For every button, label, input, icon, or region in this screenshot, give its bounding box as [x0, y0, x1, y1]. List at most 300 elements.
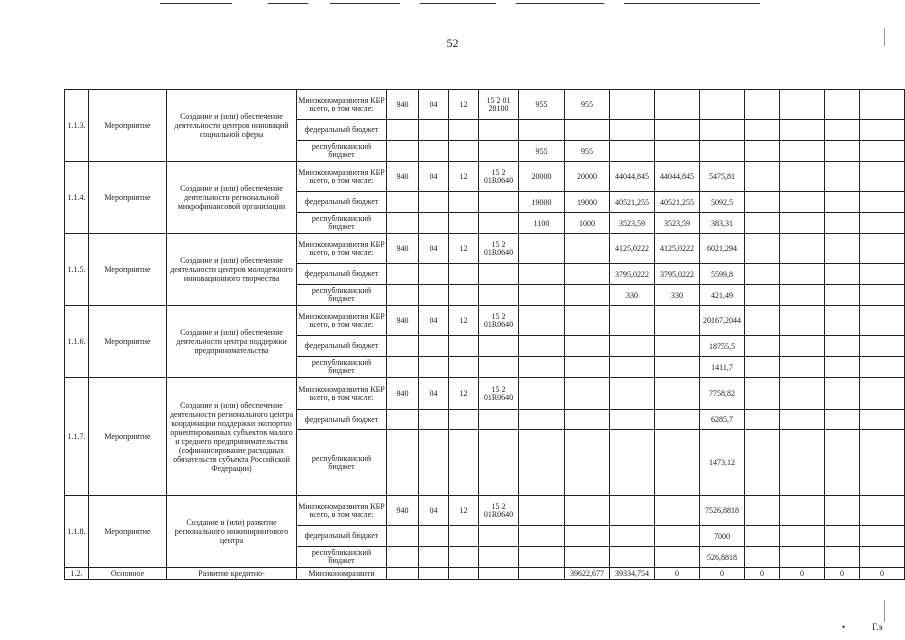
grbs-code [387, 120, 419, 141]
amount-cell [519, 526, 565, 547]
amount-cell [825, 192, 860, 213]
amount-cell: 40521,255 [610, 192, 655, 213]
grbs-code: 940 [387, 306, 419, 336]
amount-cell [745, 378, 780, 410]
amount-cell [825, 496, 860, 526]
table-row [65, 568, 905, 580]
amount-cell [610, 410, 655, 430]
amount-cell [610, 547, 655, 568]
pr-code: 12 [449, 496, 479, 526]
amount-cell: 1411,7 [700, 357, 745, 378]
rz-code: 04 [419, 378, 449, 410]
funding-source: Минэкономразвития КБР всего, в том числе: [297, 496, 387, 526]
amount-cell [655, 410, 700, 430]
row-type: Мероприятие [89, 306, 167, 378]
amount-cell: 955 [519, 141, 565, 162]
funding-source: республиканский бюджет [297, 547, 387, 568]
rz-code: 04 [419, 496, 449, 526]
pr-code: 12 [449, 306, 479, 336]
amount-cell [825, 141, 860, 162]
grbs-code: 940 [387, 90, 419, 120]
amount-cell [860, 547, 905, 568]
amount-cell [780, 90, 825, 120]
row-type: Основное [89, 568, 167, 580]
amount-cell [825, 336, 860, 357]
grbs-code: 940 [387, 496, 419, 526]
amount-cell [565, 264, 610, 285]
funding-source: федеральный бюджет [297, 192, 387, 213]
amount-cell [860, 120, 905, 141]
amount-cell: 0 [825, 568, 860, 580]
right-margin-line [884, 600, 885, 622]
amount-cell [745, 264, 780, 285]
amount-cell: 7758,82 [700, 378, 745, 410]
csr-code [479, 192, 519, 213]
amount-cell [780, 141, 825, 162]
amount-cell [780, 264, 825, 285]
amount-cell [565, 306, 610, 336]
csr-code [479, 264, 519, 285]
amount-cell [825, 162, 860, 192]
amount-cell [860, 378, 905, 410]
amount-cell: 955 [519, 90, 565, 120]
table-row [65, 90, 905, 120]
amount-cell [519, 568, 565, 580]
amount-cell: 1100 [519, 213, 565, 234]
amount-cell: 40521,255 [655, 192, 700, 213]
rz-code [419, 357, 449, 378]
amount-cell: 44044,845 [610, 162, 655, 192]
amount-cell [610, 526, 655, 547]
table-row [65, 378, 905, 410]
amount-cell: 5092,5 [700, 192, 745, 213]
amount-cell [655, 357, 700, 378]
funding-source: республиканский бюджет [297, 357, 387, 378]
amount-cell [780, 162, 825, 192]
row-name: Создание и (или) обеспечение деятельности центров молодежного инновационного творчества [167, 234, 297, 306]
row-number: 1.2. [65, 568, 89, 580]
amount-cell [745, 496, 780, 526]
pr-code [449, 285, 479, 306]
amount-cell: 1473,12 [700, 430, 745, 496]
grbs-code [387, 357, 419, 378]
amount-cell [860, 430, 905, 496]
top-rule [516, 3, 604, 4]
grbs-code [387, 568, 419, 580]
budget-table [64, 89, 905, 580]
amount-cell [565, 378, 610, 410]
amount-cell: 4125,0222 [610, 234, 655, 264]
csr-code [479, 120, 519, 141]
csr-code: 15 2 01R0640 [479, 306, 519, 336]
amount-cell [780, 306, 825, 336]
amount-cell [655, 141, 700, 162]
page-number: 52 [446, 36, 459, 50]
rz-code [419, 192, 449, 213]
amount-cell: 0 [745, 568, 780, 580]
funding-source: республиканский бюджет [297, 213, 387, 234]
funding-source: федеральный бюджет [297, 410, 387, 430]
row-number: 1.1.7. [65, 378, 89, 496]
grbs-code [387, 213, 419, 234]
amount-cell [700, 141, 745, 162]
amount-cell [860, 90, 905, 120]
amount-cell [780, 526, 825, 547]
amount-cell [860, 234, 905, 264]
amount-cell [610, 430, 655, 496]
pr-code [449, 264, 479, 285]
amount-cell [825, 430, 860, 496]
amount-cell [825, 357, 860, 378]
amount-cell [780, 120, 825, 141]
amount-cell [780, 192, 825, 213]
amount-cell: 955 [565, 141, 610, 162]
amount-cell [745, 234, 780, 264]
grbs-code [387, 336, 419, 357]
amount-cell: 3795,0222 [610, 264, 655, 285]
funding-source: Минэкономразвития КБР всего, в том числе: [297, 306, 387, 336]
rz-code [419, 141, 449, 162]
amount-cell [860, 357, 905, 378]
csr-code [479, 547, 519, 568]
amount-cell [780, 234, 825, 264]
amount-cell [860, 213, 905, 234]
rz-code [419, 264, 449, 285]
amount-cell [565, 410, 610, 430]
grbs-code [387, 430, 419, 496]
amount-cell [610, 378, 655, 410]
row-type: Мероприятие [89, 496, 167, 568]
pr-code [449, 192, 479, 213]
amount-cell [519, 357, 565, 378]
amount-cell [825, 90, 860, 120]
grbs-code: 940 [387, 162, 419, 192]
amount-cell [780, 410, 825, 430]
amount-cell [519, 336, 565, 357]
csr-code [479, 141, 519, 162]
amount-cell [860, 306, 905, 336]
amount-cell [780, 430, 825, 496]
amount-cell [745, 285, 780, 306]
amount-cell [860, 285, 905, 306]
row-number: 1.1.4. [65, 162, 89, 234]
amount-cell [860, 336, 905, 357]
amount-cell [655, 120, 700, 141]
amount-cell: 0 [700, 568, 745, 580]
grbs-code [387, 410, 419, 430]
row-type: Мероприятие [89, 90, 167, 162]
top-rule [420, 3, 496, 4]
grbs-code [387, 192, 419, 213]
rz-code [419, 410, 449, 430]
amount-cell [519, 264, 565, 285]
amount-cell [700, 120, 745, 141]
amount-cell [860, 162, 905, 192]
grbs-code: 940 [387, 378, 419, 410]
amount-cell [565, 526, 610, 547]
row-name: Создание и (или) обеспечение деятельности центра поддержки предпринимательства [167, 306, 297, 378]
footer-mark-left: • [842, 622, 846, 632]
amount-cell: 18755,5 [700, 336, 745, 357]
amount-cell [565, 336, 610, 357]
pr-code: 12 [449, 234, 479, 264]
amount-cell [745, 547, 780, 568]
amount-cell [860, 264, 905, 285]
amount-cell [745, 162, 780, 192]
csr-code [479, 526, 519, 547]
row-name: Создание и (или) развитие регионального инжинирингового центра [167, 496, 297, 568]
amount-cell [565, 285, 610, 306]
csr-code [479, 357, 519, 378]
amount-cell [519, 496, 565, 526]
amount-cell [780, 213, 825, 234]
amount-cell: 3795,0222 [655, 264, 700, 285]
pr-code [449, 410, 479, 430]
amount-cell [745, 90, 780, 120]
csr-code: 15 2 01R0640 [479, 162, 519, 192]
pr-code [449, 357, 479, 378]
amount-cell [860, 496, 905, 526]
amount-cell [825, 526, 860, 547]
amount-cell [825, 306, 860, 336]
amount-cell [519, 306, 565, 336]
amount-cell [519, 285, 565, 306]
amount-cell: 6285,7 [700, 410, 745, 430]
rz-code [419, 285, 449, 306]
csr-code: 15 2 01 28100 [479, 90, 519, 120]
amount-cell [825, 410, 860, 430]
amount-cell: 39334,754 [610, 568, 655, 580]
row-number: 1.1.3. [65, 90, 89, 162]
row-name: Создание и (или) обеспечение деятельности региональной микрофинансовой организации [167, 162, 297, 234]
amount-cell [565, 120, 610, 141]
amount-cell [519, 410, 565, 430]
row-name: Создание и (или) обеспечение деятельности регионального центра координации поддержки экспортно ориентированных субъектов малого и среднего предпринимательства (софинансирование расходных обязательств субъекта Российской Федерации) [167, 378, 297, 496]
amount-cell [745, 430, 780, 496]
pr-code [449, 213, 479, 234]
funding-source: Минэкономразвития КБР всего, в том числе: [297, 162, 387, 192]
amount-cell: 6021,294 [700, 234, 745, 264]
amount-cell [655, 336, 700, 357]
rz-code [419, 568, 449, 580]
amount-cell: 330 [610, 285, 655, 306]
amount-cell [745, 141, 780, 162]
amount-cell [860, 526, 905, 547]
amount-cell [610, 141, 655, 162]
right-margin-line [884, 28, 885, 46]
top-rule [624, 3, 760, 4]
amount-cell [519, 120, 565, 141]
rz-code [419, 526, 449, 547]
amount-cell: 526,8818 [700, 547, 745, 568]
funding-source: республиканский бюджет [297, 430, 387, 496]
grbs-code [387, 264, 419, 285]
funding-source: Минэкономразвити [297, 568, 387, 580]
amount-cell: 20000 [519, 162, 565, 192]
rz-code: 04 [419, 90, 449, 120]
amount-cell [519, 234, 565, 264]
pr-code [449, 568, 479, 580]
funding-source: федеральный бюджет [297, 264, 387, 285]
csr-code [479, 410, 519, 430]
funding-source: Минэкономразвития КБР всего, в том числе: [297, 378, 387, 410]
table-row [65, 306, 905, 336]
amount-cell [745, 306, 780, 336]
pr-code: 12 [449, 378, 479, 410]
amount-cell: 1000 [565, 213, 610, 234]
grbs-code: 940 [387, 234, 419, 264]
amount-cell [825, 234, 860, 264]
amount-cell: 383,31 [700, 213, 745, 234]
rz-code [419, 213, 449, 234]
amount-cell [655, 526, 700, 547]
amount-cell [745, 192, 780, 213]
rz-code: 04 [419, 162, 449, 192]
funding-source: республиканский бюджет [297, 285, 387, 306]
pr-code [449, 120, 479, 141]
amount-cell [519, 547, 565, 568]
rz-code [419, 336, 449, 357]
grbs-code [387, 526, 419, 547]
amount-cell [825, 285, 860, 306]
csr-code: 15 2 01R0640 [479, 496, 519, 526]
grbs-code [387, 141, 419, 162]
grbs-code [387, 285, 419, 306]
amount-cell: 44044,845 [655, 162, 700, 192]
amount-cell: 19000 [519, 192, 565, 213]
amount-cell: 20000 [565, 162, 610, 192]
pr-code: 12 [449, 162, 479, 192]
csr-code [479, 285, 519, 306]
pr-code [449, 430, 479, 496]
amount-cell: 5599,8 [700, 264, 745, 285]
amount-cell [825, 120, 860, 141]
csr-code: 15 2 01R0640 [479, 234, 519, 264]
csr-code [479, 430, 519, 496]
amount-cell [780, 285, 825, 306]
amount-cell [610, 357, 655, 378]
amount-cell [610, 306, 655, 336]
pr-code [449, 141, 479, 162]
funding-source: Минэкономразвития КБР всего, в том числе: [297, 90, 387, 120]
table-row [65, 496, 905, 526]
amount-cell [780, 547, 825, 568]
rz-code: 04 [419, 306, 449, 336]
amount-cell [825, 213, 860, 234]
amount-cell [519, 378, 565, 410]
amount-cell [655, 430, 700, 496]
amount-cell [825, 547, 860, 568]
amount-cell: 20167,2044 [700, 306, 745, 336]
amount-cell [565, 357, 610, 378]
amount-cell [655, 496, 700, 526]
amount-cell [565, 547, 610, 568]
amount-cell [860, 410, 905, 430]
csr-code [479, 213, 519, 234]
amount-cell [745, 213, 780, 234]
top-rule [268, 3, 308, 4]
amount-cell [860, 141, 905, 162]
amount-cell [655, 547, 700, 568]
budget-table-body [65, 90, 905, 580]
amount-cell: 7000 [700, 526, 745, 547]
csr-code [479, 336, 519, 357]
row-type: Мероприятие [89, 162, 167, 234]
rz-code [419, 430, 449, 496]
amount-cell: 19000 [565, 192, 610, 213]
pr-code [449, 547, 479, 568]
amount-cell [745, 357, 780, 378]
top-rule [160, 3, 232, 4]
top-rule [330, 3, 400, 4]
row-name: Создание и (или) обеспечение деятельности центров инноваций социальной сферы [167, 90, 297, 162]
amount-cell [655, 90, 700, 120]
amount-cell: 5475,81 [700, 162, 745, 192]
amount-cell [519, 430, 565, 496]
row-type: Мероприятие [89, 234, 167, 306]
amount-cell: 3523,59 [610, 213, 655, 234]
amount-cell [780, 336, 825, 357]
amount-cell [655, 378, 700, 410]
funding-source: федеральный бюджет [297, 336, 387, 357]
rz-code: 04 [419, 234, 449, 264]
row-number: 1.1.8. [65, 496, 89, 568]
amount-cell: 39622,677 [565, 568, 610, 580]
pr-code [449, 336, 479, 357]
grbs-code [387, 547, 419, 568]
amount-cell [565, 496, 610, 526]
csr-code [479, 568, 519, 580]
row-number: 1.1.6. [65, 306, 89, 378]
amount-cell [745, 336, 780, 357]
funding-source: Минэкономразвития КБР всего, в том числе: [297, 234, 387, 264]
amount-cell [780, 357, 825, 378]
amount-cell: 330 [655, 285, 700, 306]
amount-cell: 421,49 [700, 285, 745, 306]
csr-code: 15 2 01R0640 [479, 378, 519, 410]
funding-source: федеральный бюджет [297, 526, 387, 547]
amount-cell: 7526,8818 [700, 496, 745, 526]
table-row [65, 234, 905, 264]
funding-source: республиканский бюджет [297, 141, 387, 162]
amount-cell [780, 496, 825, 526]
footer-mark-right: Г.э [872, 622, 883, 632]
amount-cell [825, 264, 860, 285]
amount-cell [610, 336, 655, 357]
amount-cell [745, 120, 780, 141]
amount-cell [745, 526, 780, 547]
pr-code: 12 [449, 90, 479, 120]
amount-cell [610, 120, 655, 141]
amount-cell: 3523,59 [655, 213, 700, 234]
amount-cell: 955 [565, 90, 610, 120]
amount-cell: 0 [655, 568, 700, 580]
amount-cell [700, 90, 745, 120]
amount-cell [610, 496, 655, 526]
rz-code [419, 547, 449, 568]
row-number: 1.1.5. [65, 234, 89, 306]
amount-cell [780, 378, 825, 410]
amount-cell [565, 430, 610, 496]
amount-cell [745, 410, 780, 430]
amount-cell [655, 306, 700, 336]
table-row [65, 162, 905, 192]
row-name: Развитие кредитно- [167, 568, 297, 580]
amount-cell [610, 90, 655, 120]
amount-cell [825, 378, 860, 410]
row-type: Мероприятие [89, 378, 167, 496]
amount-cell [565, 234, 610, 264]
